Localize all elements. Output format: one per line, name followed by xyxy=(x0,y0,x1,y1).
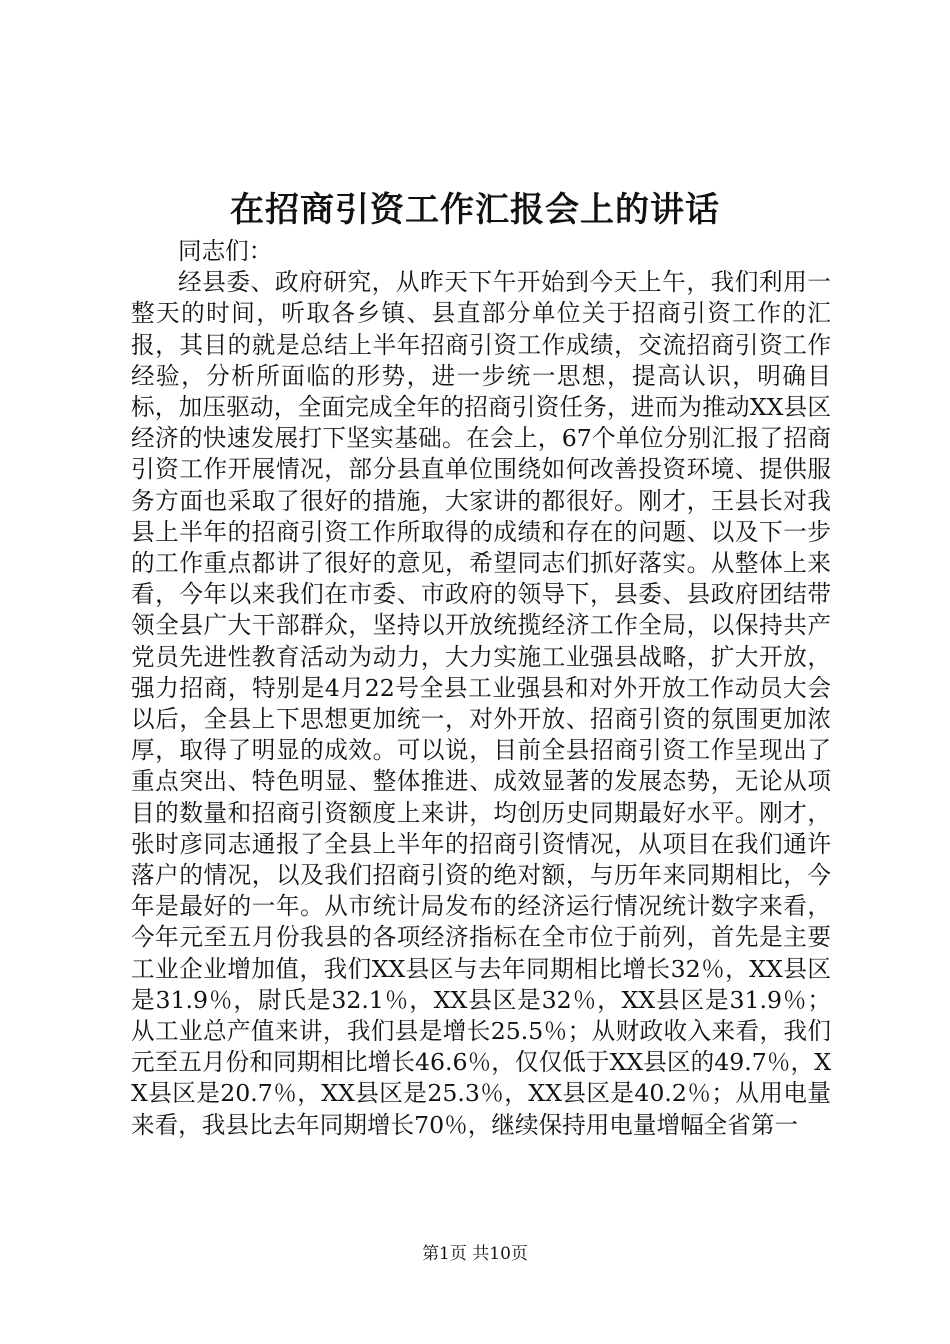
body-paragraph: 经县委、政府研究，从昨天下午开始到今天上午，我们利用一整天的时间，听取各乡镇、县直部分单位关于招商引资工作的汇报，其目的就是总结上半年招商引资工作成绩，交流招商引资工作经验，分析所面临的形势，进一步统一思想，提高认识，明确目标，加压驱动，全面完成全年的招商引资任务，进而为推动XX县区经济的快速发展打下坚实基础。在会上，67个单位分别汇报了招商引资工作开展情况，部分县直单位围绕如何改善投资环境、提供服务方面也采取了很好的措施，大家讲的都很好。刚才，王县长对我县上半年的招商引资工作所取得的成绩和存在的问题、以及下一步的工作重点都讲了很好的意见，希望同志们抓好落实。从整体上来看，今年以来我们在市委、市政府的领导下，县委、县政府团结带领全县广大干部群众，坚持以开放统揽经济工作全局，以保持共产党员先进性教育活动为动力，大力实施工业强县战略，扩大开放，强力招商，特别是4月22号全县工业强县和对外开放工作动员大会以后，全县上下思想更加统一，对外开放、招商引资的氛围更加浓厚，取得了明显的成效。可以说，目前全县招商引资工作呈现出了重点突出、特色明显、整体推进、成效显著的发展态势，无论从项目的数量和招商引资额度上来讲，均创历史同期最好水平。刚才，张时彦同志通报了全县上半年的招商引资情况，从项目在我们通许落户的情况，以及我们招商引资的绝对额，与历年来同期相比，今年是最好的一年。从市统计局发布的经济运行情况统计数字来看，今年元至五月份我县的各项经济指标在全市位于前列，首先是主要工业企业增加值，我们XX县区与去年同期相比增长32％，XX县区是31.9％，尉氏是32.1％，XX县区是32％，XX县区是31.9％；从工业总产值来讲，我们县是增长25.5％；从财政收入来看，我们元至五月份和同期相比增长46.6％，仅仅低于XX县区的49.7％，XX县区是20.7％，XX县区是25.3％，XX县区是40.2％；从用电量来看，我县比去年同期增长70％，继续保持用电量增幅全省第一 xyxy=(131,268,831,1139)
document-body xyxy=(131,236,831,1141)
page-footer: 第1页 共10页 xyxy=(422,1244,528,1264)
document-title: 在招商引资工作汇报会上的讲话 xyxy=(230,190,720,230)
salutation: 同志们： xyxy=(178,237,273,265)
